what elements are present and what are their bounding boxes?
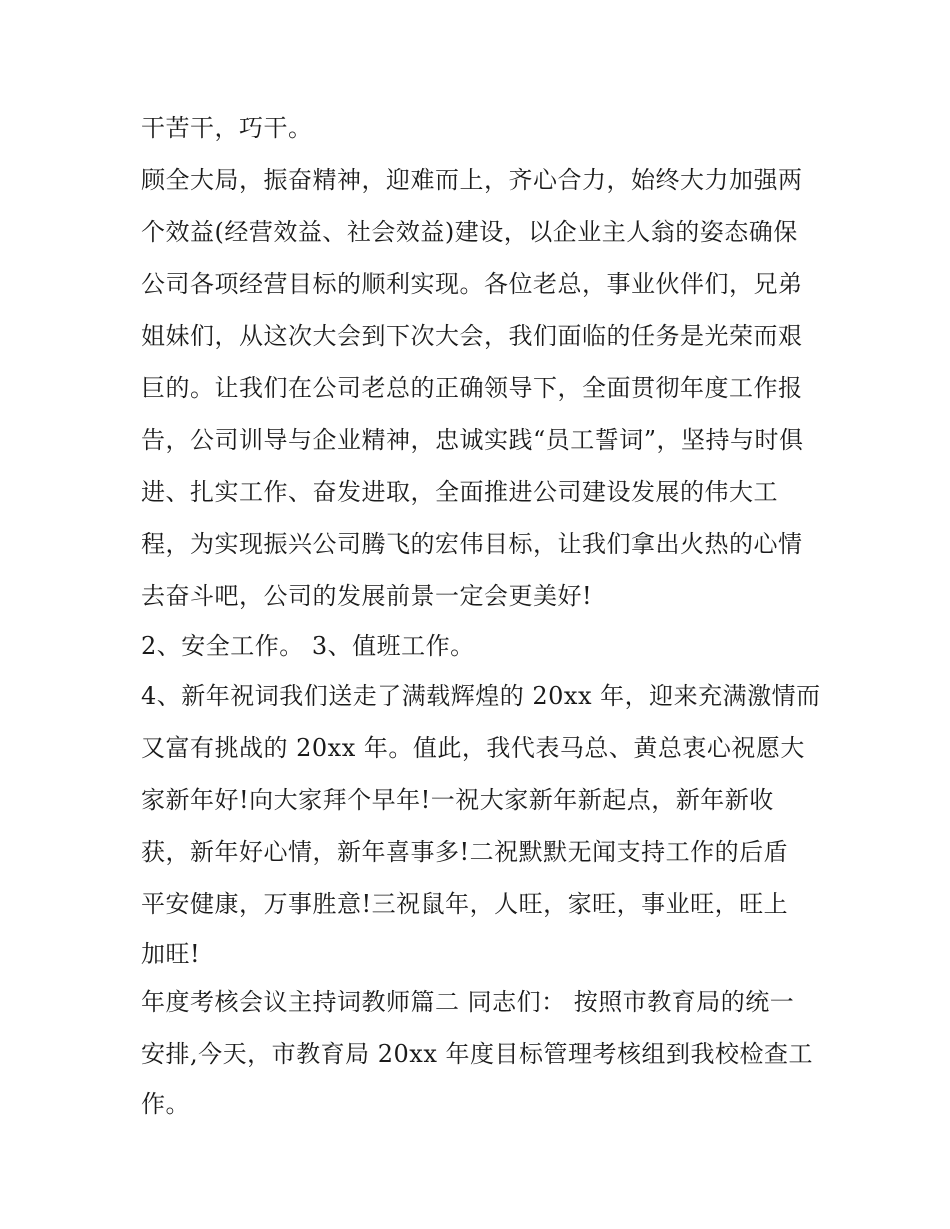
- text-line: 4、新年祝词我们送走了满载辉煌的 20xx 年，迎来充满激情而: [141, 682, 821, 710]
- text-line: 程，为实现振兴公司腾飞的宏伟目标，让我们拿出火热的心情: [141, 530, 803, 558]
- text-line: 年度考核会议主持词教师篇二 同志们： 按照市教育局的统一: [141, 988, 795, 1016]
- text-line: 巨的。让我们在公司老总的正确领导下，全面贯彻年度工作报: [141, 374, 803, 402]
- text-line: 姐妹们，从这次大会到下次大会，我们面临的任务是光荣而艰: [141, 322, 803, 350]
- text-line: 作。: [141, 1090, 190, 1118]
- text-line: 平安健康，万事胜意!三祝鼠年，人旺，家旺，事业旺，旺上: [141, 890, 789, 918]
- text-line: 个效益(经营效益、社会效益)建设，以企业主人翁的姿态确保: [141, 218, 798, 246]
- text-line: 告，公司训导与企业精神，忠诚实践“员工誓词”，坚持与时俱: [141, 426, 804, 454]
- text-line: 进、扎实工作、奋发进取，全面推进公司建设发展的伟大工: [141, 478, 778, 506]
- text-line: 去奋斗吧，公司的发展前景一定会更美好!: [141, 582, 593, 610]
- text-line: 获，新年好心情，新年喜事多!二祝默默无闻支持工作的后盾: [141, 838, 789, 866]
- text-line: 安排,今天，市教育局 20xx 年度目标管理考核组到我校检查工: [141, 1040, 813, 1068]
- text-line: 公司各项经营目标的顺利实现。各位老总，事业伙伴们，兄弟: [141, 270, 803, 298]
- text-line: 顾全大局，振奋精神，迎难而上，齐心合力，始终大力加强两: [141, 166, 803, 194]
- text-line: 家新年好!向大家拜个早年!一祝大家新年新起点，新年新收: [141, 786, 774, 814]
- text-line: 2、安全工作。 3、值班工作。: [141, 632, 475, 660]
- text-line: 加旺!: [141, 940, 201, 968]
- text-line: 又富有挑战的 20xx 年。值此，我代表马总、黄总衷心祝愿大: [141, 734, 805, 762]
- text-line: 干苦干，巧干。: [141, 114, 313, 142]
